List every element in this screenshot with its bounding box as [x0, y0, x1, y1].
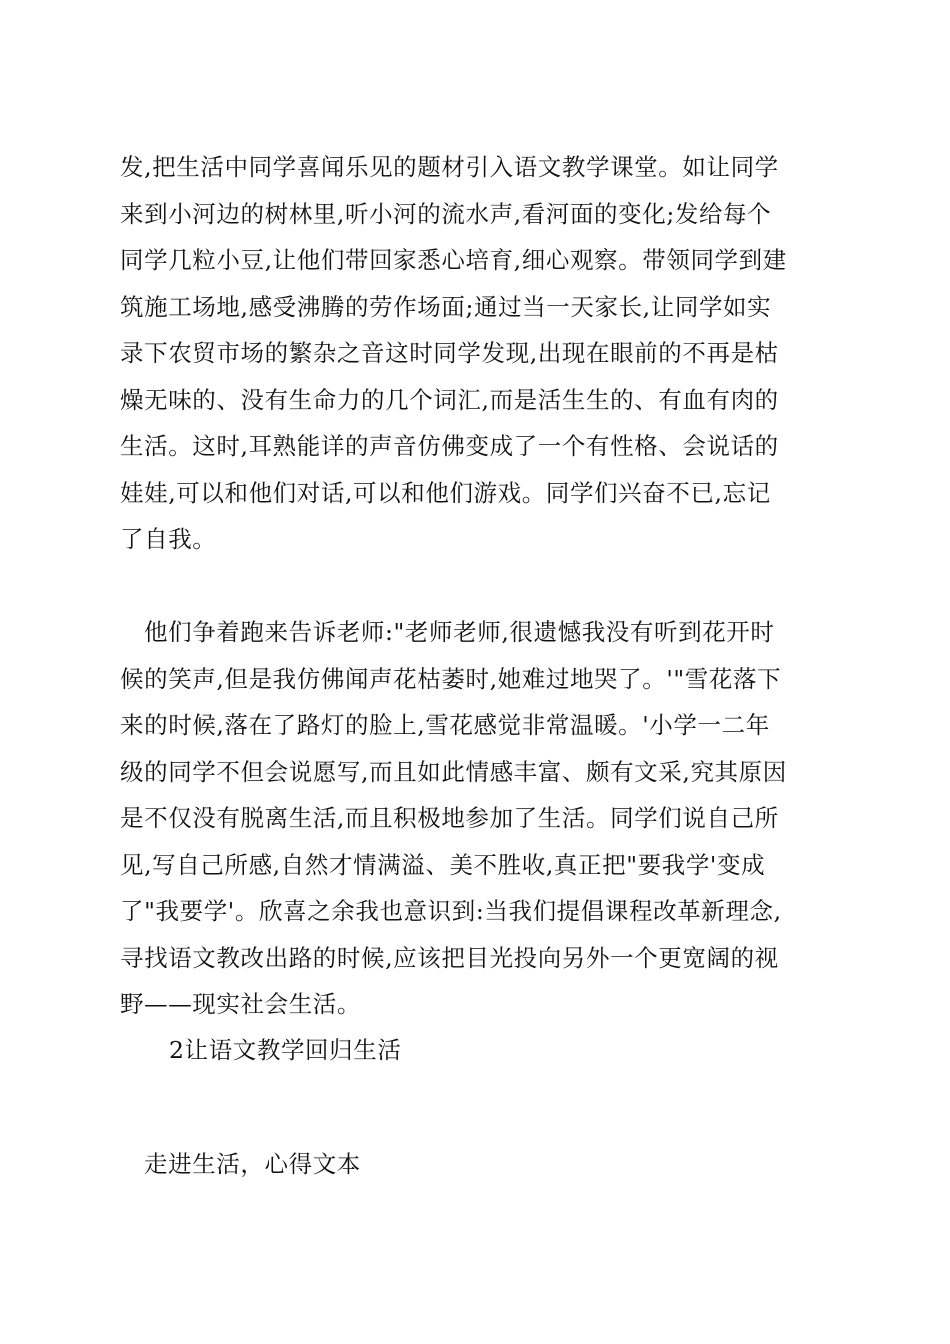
- paragraph-line: 同学几粒小豆,让他们带回家悉心培育,细心观察。带领同学到建: [120, 246, 787, 274]
- sub-heading: 走进生活，心得文本: [144, 1150, 361, 1178]
- paragraph-line: 来到小河边的树林里,听小河的流水声,看河面的变化;发给每个: [120, 199, 772, 228]
- paragraph-line: 见,写自己所感,自然才情满溢、美不胜收,真正把"要我学'变成: [120, 850, 766, 879]
- paragraph-line: 发,把生活中同学喜闻乐见的题材引入语文教学课堂。如让同学: [120, 153, 779, 181]
- paragraph-line: 了自我。: [120, 525, 217, 553]
- paragraph-line: 了"我要学'。欣喜之余我也意识到:当我们提倡课程改革新理念,: [120, 897, 782, 925]
- paragraph-line: 录下农贸市场的繁杂之音这时同学发现,出现在眼前的不再是枯: [120, 339, 779, 367]
- paragraph-line: 燥无味的、没有生命力的几个词汇,而是活生生的、有血有肉的: [120, 385, 779, 414]
- paragraph-line: 他们争着跑来告诉老师:"老师老师,很遗憾我没有听到花开时: [144, 618, 775, 646]
- paragraph-line: 是不仅没有脱离生活,而且积极地参加了生活。同学们说自己所: [120, 804, 779, 832]
- body-paragraph-2: [120, 609, 840, 1028]
- paragraph-line: 来的时候,落在了路灯的脸上,雪花感觉非常温暖。'小学一二年: [120, 711, 770, 739]
- paragraph-line: 候的笑声,但是我仿佛闻声花枯萎时,她难过地哭了。'"雪花落下: [120, 664, 782, 693]
- paragraph-line: 寻找语文教改出路的时候,应该把目光投向另外一个更宽阔的视: [120, 943, 779, 972]
- body-paragraph-1: [120, 144, 840, 563]
- paragraph-line: 筑施工场地,感受沸腾的劳作场面;通过当一天家长,让同学如实: [120, 292, 772, 321]
- paragraph-line: 生活。这时,耳熟能详的声音仿佛变成了一个有性格、会说话的: [120, 432, 779, 460]
- paragraph-line: 级的同学不但会说愿写,而且如此情感丰富、颇有文采,究其原因: [120, 757, 787, 786]
- paragraph-line: 野——现实社会生活。: [120, 990, 361, 1018]
- paragraph-line: 娃娃,可以和他们对话,可以和他们游戏。同学们兴奋不已,忘记: [120, 478, 771, 507]
- section-heading: 2让语文教学回归生活: [169, 1036, 402, 1064]
